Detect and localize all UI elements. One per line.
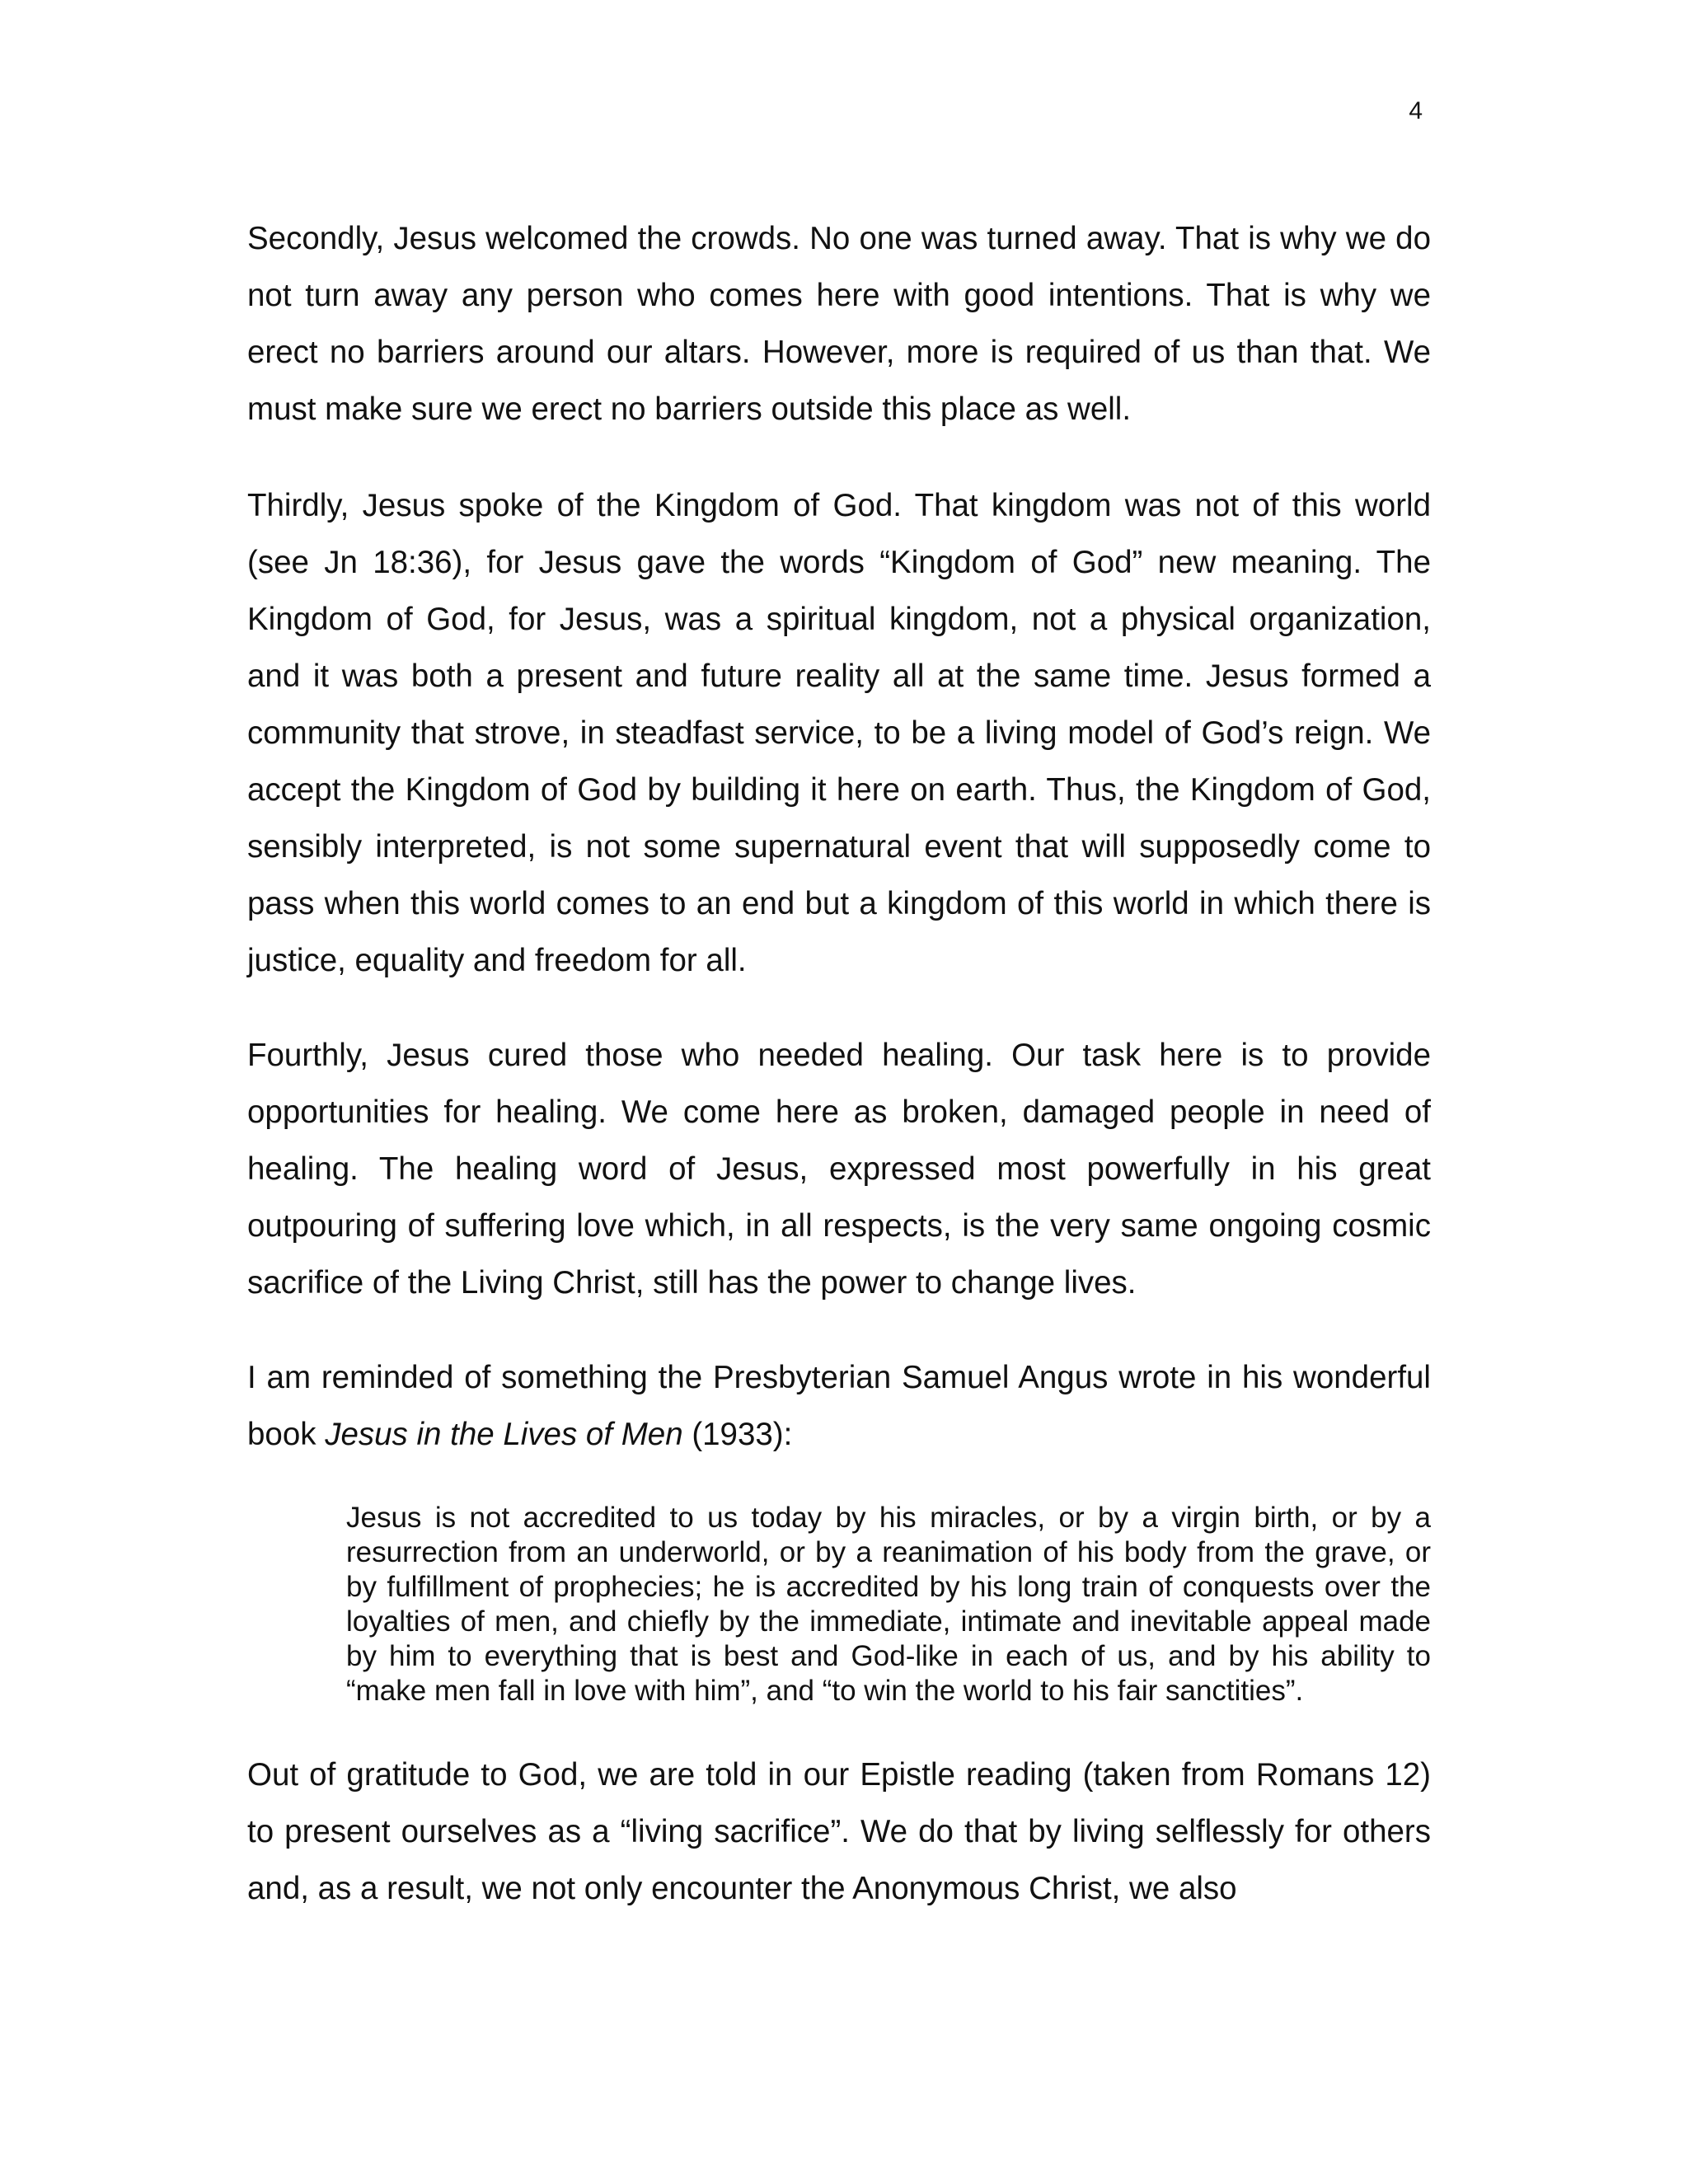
page-number: 4 bbox=[1409, 97, 1423, 124]
paragraph-fourthly: Fourthly, Jesus cured those who needed healing. Our task here is to provide opportunities for healing. We come here as broken, damaged people in need of healing. The healing word of Jesus, expressed most powerfully in his great outpouring of suffering love which, in all respects, is the very same ongoing cosmic sacrifice of the Living Christ, still has the power to change lives. bbox=[247, 1038, 1431, 1301]
paragraph-gratitude: Out of gratitude to God, we are told in our Epistle reading (taken from Romans 12) to present ourselves as a “living sacrifice”. We do that by living selflessly for others and, as a result, we not only encounter the Anonymous Christ, we also bbox=[247, 1757, 1431, 1906]
angus-intro-year: (1933): bbox=[682, 1417, 793, 1452]
paragraph-angus-intro bbox=[247, 1349, 1431, 1463]
angus-intro-text: I am reminded of something the Presbyterian Samuel Angus wrote in his wonderful book bbox=[247, 1360, 1431, 1452]
block-quote: Jesus is not accredited to us today by his miracles, or by a virgin birth, or by a resurrection from an underworld, or by a reanimation of his body from the grave, or by fulfillment of prophecies; he is accredited by his long train of conquests over the loyalties of men, and chiefly by the immediate, intimate and inevitable appeal made by him to everything that is best and God-like in each of us, and by his ability to “make men fall in love with him”, and “to win the world to his fair sanctities”. bbox=[346, 1502, 1431, 1707]
paragraph-secondly: Secondly, Jesus welcomed the crowds. No one was turned away. That is why we do not turn away any person who comes here with good intentions. That is why we erect no barriers around our altars. However, more is required of us than that. We must make sure we erect no barriers outside this place as well. bbox=[247, 221, 1431, 427]
document-body bbox=[247, 210, 1431, 1917]
book-title: Jesus in the Lives of Men bbox=[325, 1417, 683, 1452]
paragraph-thirdly: Thirdly, Jesus spoke of the Kingdom of God. That kingdom was not of this world (see Jn 18:36), for Jesus gave the words “Kingdom of God” new meaning. The Kingdom of God, for Jesus, was a spiritual kingdom, not a physical organization, and it was both a present and future reality all at the same time. Jesus formed a community that strove, in steadfast service, to be a living model of God’s reign. We accept the Kingdom of God by building it here on earth. Thus, the Kingdom of God, sensibly interpreted, is not some supernatural event that will supposedly come to pass when this world comes to an end but a kingdom of this world in which there is justice, equality and freedom for all. bbox=[247, 488, 1431, 978]
